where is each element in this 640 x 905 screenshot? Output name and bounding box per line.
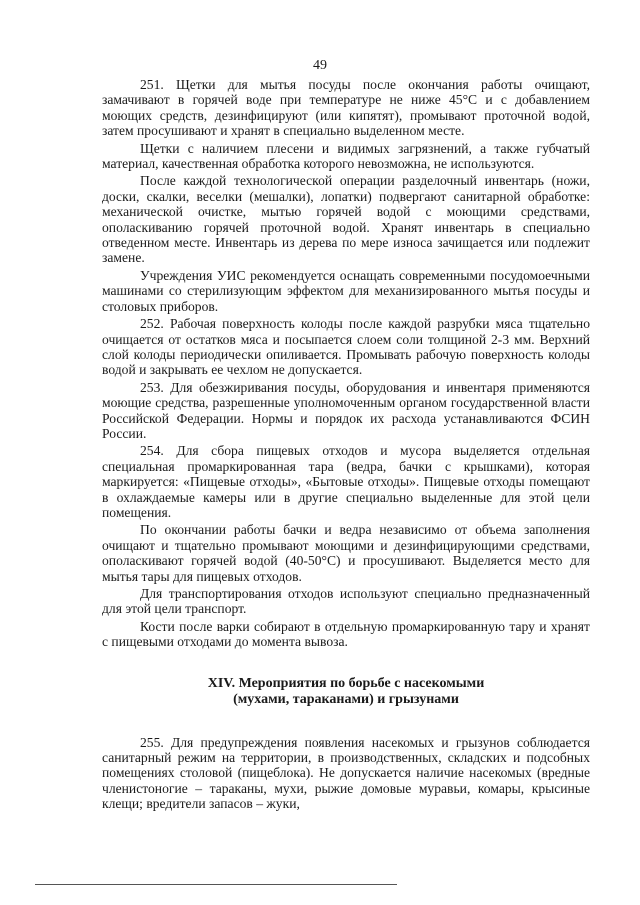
paragraph-252: 252. Рабочая поверхность колоды после каждой разрубки мяса тщательно очищается от остатков мяса и посыпается слоем соли толщиной 2-3 мм. Верхний слой колоды периодически опиливается. Промывать рабочую поверхность колоды водой и закрывать ее чехлом не допускается. — [102, 316, 590, 378]
paragraph-254: 254. Для сбора пищевых отходов и мусора выделяется отдельная специальная промаркированная тара (ведра, бачки с крышками), которая маркируется: «Пищевые отходы», «Бытовые отходы». Пищевые отходы помещают в охлаждаемые камеры или в другие специально выделенные для этой цели помещения. — [102, 443, 590, 520]
paragraph-waste-transport: Для транспортирования отходов используют специально предназначенный для этой цели транспорт. — [102, 586, 590, 617]
paragraph-bins-cleaning: По окончании работы бачки и ведра независимо от объема заполнения очищают и тщательно промывают моющими и дезинфицирующими средствами, ополаскивают горячей водой (40-50°С) и просушивают. Выделяется место для мытья тары для пищевых отходов. — [102, 522, 590, 584]
footnote-divider — [35, 884, 397, 885]
document-body — [102, 77, 590, 814]
section-heading-line-2: (мухами, тараканами) и грызунами — [233, 692, 459, 708]
paragraph-brushes-mold: Щетки с наличием плесени и видимых загрязнений, а также губчатый материал, качественная обработка которого невозможна, не используются. — [102, 140, 590, 172]
page-number: 49 — [313, 58, 327, 73]
paragraph-251: 251. Щетки для мытья посуды после окончания работы очищают, замачивают в горячей воде при температуре не ниже 45°С и с добавлением моющих средств, дезинфицируют (или кипятят), промывают проточной водой, затем просушивают и хранят в специально выделенном месте. — [102, 77, 590, 139]
section-heading — [102, 676, 590, 709]
paragraph-bones: Кости после варки собирают в отдельную промаркированную тару и хранят с пищевыми отходами до момента вывоза. — [102, 618, 590, 650]
paragraph-253: 253. Для обезжиривания посуды, оборудования и инвентаря применяются моющие средства, разрешенные уполномоченным органом государственной власти Российской Федерации. Нормы и порядок их расхода устанавливаются ФСИН России. — [102, 379, 590, 441]
section-heading-line-1: XIV. Мероприятия по борьбе с насекомыми — [207, 675, 485, 691]
paragraph-cutting-inventory: После каждой технологической операции разделочный инвентарь (ножи, доски, скалки, веселки (мешалки), лопатки) подвергают санитарной обработке: механической очистке, мытью горячей водой с моющими средствами, ополаскиванию горячей проточной водой. Хранят инвентарь в специально отведенном месте. Инвентарь из дерева по мере износа зачищается или подлежит замене. — [102, 173, 590, 266]
paragraph-dishwashers: Учреждения УИС рекомендуется оснащать современными посудомоечными машинами со стерилизующим эффектом для механизированного мытья посуды и столовых приборов. — [102, 267, 590, 314]
paragraph-255: 255. Для предупреждения появления насекомых и грызунов соблюдается санитарный режим на территории, в производственных, складских и подсобных помещениях столовой (пищеблока). Не допускается наличие насекомых (вредные членистоногие – тараканы, мухи, рыжие домовые муравьи, комары, крысиные клещи; вредители запасов – жуки, — [102, 734, 590, 812]
